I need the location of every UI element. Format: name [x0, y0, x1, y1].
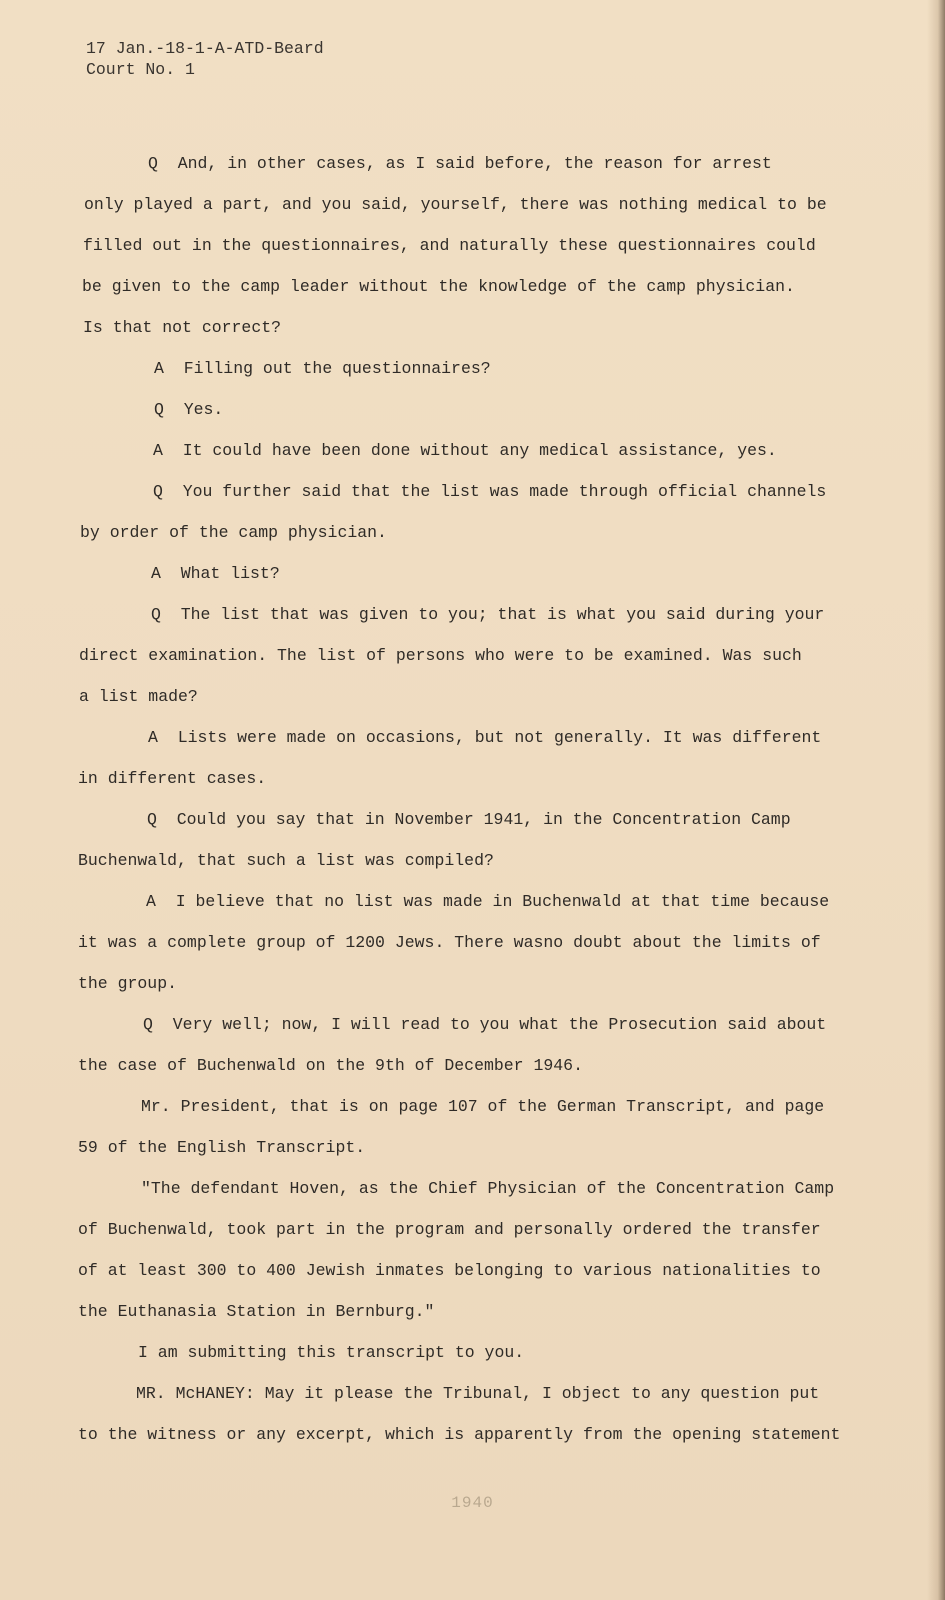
transcript-line: I am submitting this transcript to you.	[138, 1343, 525, 1362]
transcript-line: Q Very well; now, I will read to you what the Prosecution said about	[143, 1015, 827, 1034]
transcript-line: MR. McHANEY: May it please the Tribunal, I object to any question put	[136, 1384, 820, 1403]
transcript-line: "The defendant Hoven, as the Chief Physician of the Concentration Camp	[141, 1179, 835, 1198]
transcript-line: A What list?	[151, 564, 280, 583]
transcript-line: of Buchenwald, took part in the program and personally ordered the transfer	[78, 1220, 821, 1239]
transcript-line: Q And, in other cases, as I said before, the reason for arrest	[148, 154, 772, 173]
transcript-line: of at least 300 to 400 Jewish inmates belonging to various nationalities to	[78, 1261, 821, 1280]
transcript-line: direct examination. The list of persons who were to be examined. Was such	[79, 646, 802, 665]
transcript-line: be given to the camp leader without the knowledge of the camp physician.	[82, 277, 795, 296]
header-court: Court No. 1	[86, 60, 195, 79]
transcript-line: Q Yes.	[154, 400, 224, 419]
transcript-line: filled out in the questionnaires, and naturally these questionnaires could	[83, 236, 816, 255]
transcript-line: 59 of the English Transcript.	[78, 1138, 366, 1157]
transcript-line: Is that not correct?	[83, 318, 282, 337]
transcript-line: A It could have been done without any medical assistance, yes.	[153, 441, 777, 460]
page-edge-shadow	[927, 0, 945, 1600]
transcript-line: A Filling out the questionnaires?	[154, 359, 491, 378]
transcript-line: a list made?	[79, 687, 198, 706]
transcript-line: in different cases.	[78, 769, 267, 788]
transcript-line: A Lists were made on occasions, but not generally. It was different	[148, 728, 822, 747]
header-reference: 17 Jan.-18-1-A-ATD-Beard	[86, 39, 324, 58]
transcript-line: Q Could you say that in November 1941, in the Concentration Camp	[147, 810, 791, 829]
transcript-line: the group.	[78, 974, 178, 993]
transcript-line: A I believe that no list was made in Buchenwald at that time because	[146, 892, 830, 911]
transcript-line: Q The list that was given to you; that is what you said during your	[151, 605, 825, 624]
transcript-line: the Euthanasia Station in Bernburg."	[78, 1302, 435, 1321]
transcript-body	[78, 143, 868, 1455]
transcript-line: to the witness or any excerpt, which is apparently from the opening statement	[78, 1425, 841, 1444]
page-header	[86, 38, 324, 80]
transcript-line: only played a part, and you said, yourself, there was nothing medical to be	[84, 195, 827, 214]
transcript-line: Mr. President, that is on page 107 of the German Transcript, and page	[141, 1097, 825, 1116]
transcript-line: the case of Buchenwald on the 9th of December 1946.	[78, 1056, 583, 1075]
transcript-line: Q You further said that the list was made through official channels	[153, 482, 827, 501]
transcript-line: by order of the camp physician.	[80, 523, 387, 542]
page-number: 1940	[451, 1494, 494, 1512]
transcript-line: it was a complete group of 1200 Jews. There wasno doubt about the limits of	[78, 933, 821, 952]
transcript-line: Buchenwald, that such a list was compiled?	[78, 851, 494, 870]
